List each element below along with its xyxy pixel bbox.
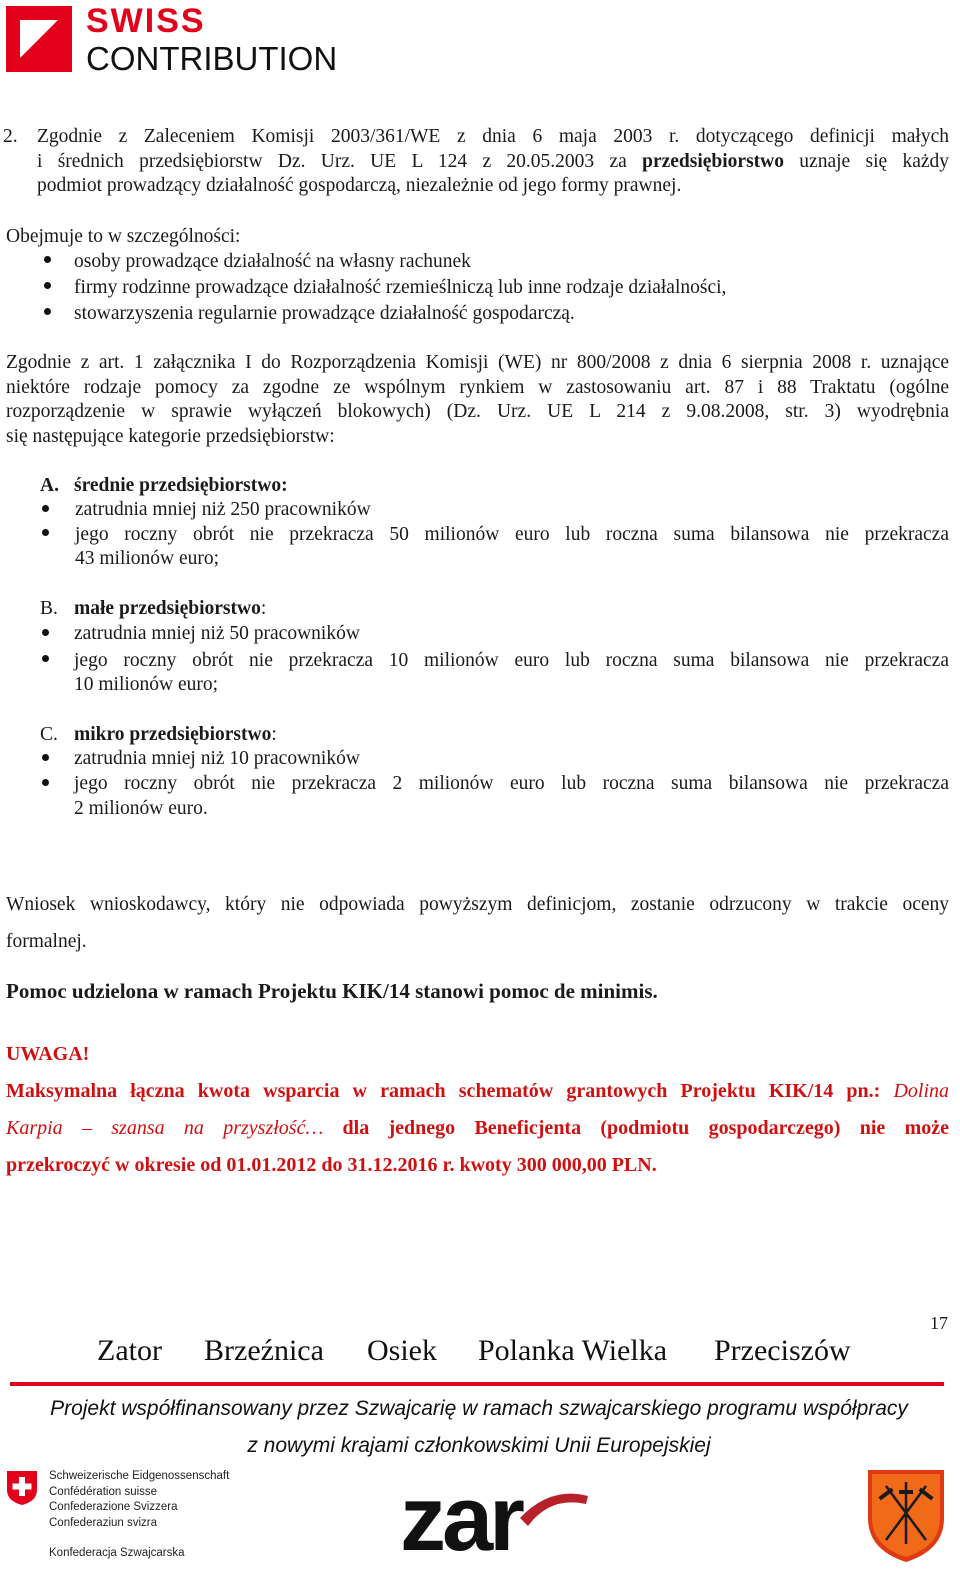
- regulation-line1: Zgodnie z art. 1 załącznika I do Rozporządzenia Komisji (WE) nr 800/2008 z dnia 6 sierpnia 2008 r. uznające: [6, 352, 949, 373]
- warning-title: UWAGA!: [6, 1043, 90, 1065]
- rejection-line2: formalnej.: [6, 931, 87, 952]
- category-letter: B.: [40, 598, 58, 619]
- category-item: zatrudnia mniej niż 250 pracowników: [75, 499, 371, 520]
- coat-of-arms-icon: [866, 1468, 946, 1564]
- category-item-cont: 10 milionów euro;: [74, 674, 219, 695]
- regulation-line4: się następujące kategorie przedsiębiorstw:: [6, 426, 335, 447]
- confederation-polish-name: Konfederacja Szwajcarska: [49, 1547, 185, 1559]
- category-title: średnie przedsiębiorstwo:: [74, 475, 288, 496]
- footer-divider: [10, 1382, 944, 1386]
- swiss-shield-icon: [6, 1470, 38, 1506]
- warning-line2: Karpia – szansa na przyszłość… dla jednego Beneficjenta (podmiotu gospodarczego) nie może: [6, 1117, 949, 1139]
- section2-line1: Zgodnie z Zaleceniem Komisji 2003/361/WE z dnia 6 maja 2003 r. dotyczącego definicji małych: [37, 126, 949, 147]
- includes-item: stowarzyszenia regularnie prowadzące działalność gospodarczą.: [74, 303, 575, 324]
- bullet: [44, 308, 51, 315]
- zar-logo: [400, 1478, 590, 1558]
- category-letter: C.: [40, 724, 58, 745]
- category-letter: A.: [40, 475, 59, 496]
- includes-intro: Obejmuje to w szczególności:: [6, 226, 241, 247]
- bullet: [42, 629, 49, 636]
- includes-item: firmy rodzinne prowadzące działalność rzemieślniczą lub inne rodzaje działalności,: [74, 277, 727, 298]
- logo-text-contribution: CONTRIBUTION: [86, 40, 338, 77]
- bullet: [42, 529, 49, 536]
- logo-text-swiss: SWISS: [86, 2, 206, 40]
- category-item: jego roczny obrót nie przekracza 2 milionów euro lub roczna suma bilansowa nie przekracza: [74, 773, 949, 794]
- bullet: [44, 282, 51, 289]
- confederation-names: Schweizerische Eidgenossenschaft Confédération suisse Confederazione Svizzera Confederaziun svizra: [49, 1470, 230, 1529]
- town-name: Zator: [97, 1334, 162, 1367]
- regulation-line3: rozporządzenie w sprawie wyłączeń blokowych) (Dz. Urz. UE L 214 z 9.08.2008, str. 3) wyodrębnia: [6, 401, 949, 422]
- category-item: zatrudnia mniej niż 10 pracowników: [74, 748, 360, 769]
- category-title: małe przedsiębiorstwo:: [74, 598, 267, 619]
- de-minimis-statement: Pomoc udzielona w ramach Projektu KIK/14 stanowi pomoc de minimis.: [6, 979, 658, 1003]
- category-item-cont: 2 milionów euro.: [74, 798, 208, 819]
- rejection-line1: Wniosek wnioskodawcy, który nie odpowiada powyższym definicjom, zostanie odrzucony w trakcie oceny: [6, 894, 949, 915]
- section2-line3: podmiot prowadzący działalność gospodarczą, niezależnie od jego formy prawnej.: [37, 175, 682, 196]
- regulation-line2: niektóre rodzaje pomocy za zgodne ze wspólnym rynkiem w zastosowaniu art. 87 i 88 Traktatu (ogólne: [6, 377, 949, 398]
- category-item: jego roczny obrót nie przekracza 10 milionów euro lub roczna suma bilansowa nie przekracza: [74, 650, 949, 671]
- bullet: [42, 754, 49, 761]
- footer-project-line1: Projekt współfinansowany przez Szwajcarię w ramach szwajcarskiego programu współpracy: [50, 1397, 908, 1420]
- town-name: Brzeźnica: [204, 1334, 324, 1367]
- town-name: Polanka Wielka: [478, 1334, 668, 1367]
- bullet: [42, 505, 49, 512]
- town-name: Przeciszów: [714, 1334, 851, 1367]
- swiss-contribution-logo-mark: [6, 6, 72, 72]
- footer-project-line2: z nowymi krajami członkowskimi Unii Europejskiej: [247, 1434, 711, 1457]
- bullet: [42, 655, 49, 662]
- section2-line2: i średnich przedsiębiorstw Dz. Urz. UE L 124 z 20.05.2003 za przedsiębiorstwo uznaje się każdy: [37, 151, 949, 172]
- warning-line3: przekroczyć w okresie od 01.01.2012 do 31.12.2016 r. kwoty 300 000,00 PLN.: [6, 1154, 657, 1176]
- bullet: [44, 256, 51, 263]
- category-title: mikro przedsiębiorstwo:: [74, 724, 277, 745]
- category-item: zatrudnia mniej niż 50 pracowników: [74, 623, 360, 644]
- bullet: [42, 779, 49, 786]
- section-number: 2.: [3, 126, 18, 147]
- warning-line1: Maksymalna łączna kwota wsparcia w ramach schematów grantowych Projektu KIK/14 pn.: Dolina: [6, 1080, 949, 1102]
- page-number: 17: [930, 1313, 948, 1333]
- zar-logo-text: zar: [400, 1478, 521, 1558]
- includes-item: osoby prowadzące działalność na własny rachunek: [74, 251, 471, 272]
- category-item: jego roczny obrót nie przekracza 50 milionów euro lub roczna suma bilansowa nie przekracza: [75, 524, 949, 545]
- category-item-cont: 43 milionów euro;: [75, 548, 220, 569]
- term-przedsiebiorstwo: przedsiębiorstwo: [642, 151, 784, 172]
- town-name: Osiek: [367, 1334, 437, 1367]
